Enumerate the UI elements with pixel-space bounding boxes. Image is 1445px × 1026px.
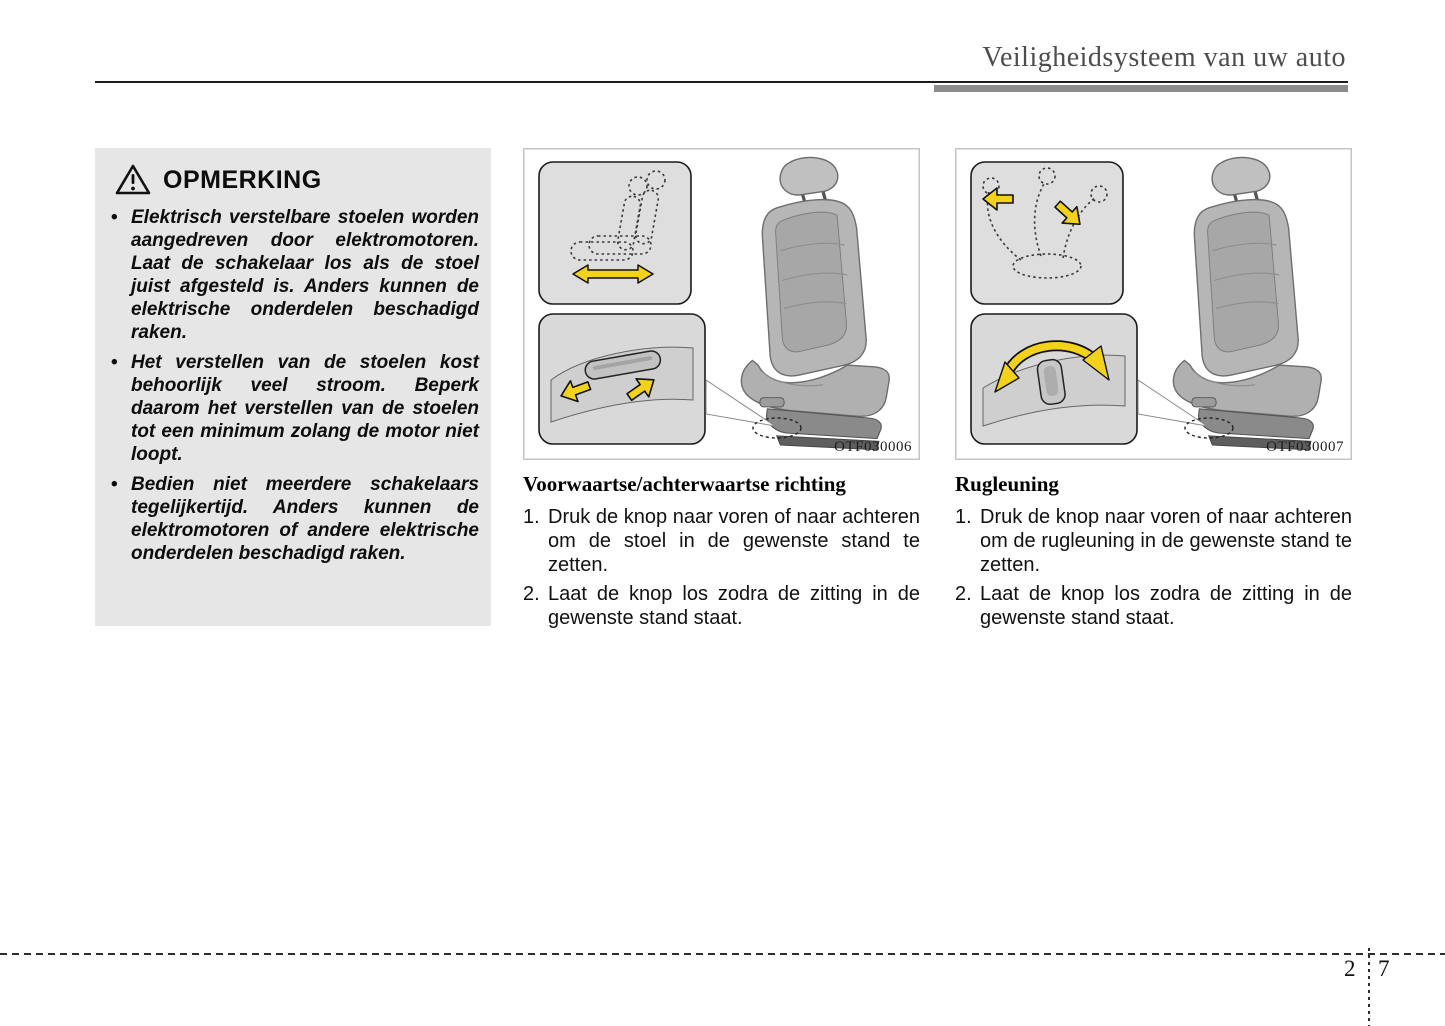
step-text: Laat de knop los zodra de zitting in de gewenste stand staat.	[980, 583, 1352, 629]
step-number: 1.	[523, 506, 540, 528]
note-bullet-text: Het verstellen van de stoelen kost behoorlijk veel stroom. Beperk daarom het verstellen van de stoelen tot een minimum zolang de motor niet loopt.	[131, 352, 479, 465]
seat-slide-illustration	[523, 148, 920, 460]
page-number: 7	[1378, 956, 1390, 981]
figure-code: OTF030006	[834, 439, 912, 455]
instruction-step	[523, 505, 920, 577]
bullet-marker: •	[111, 474, 118, 495]
instruction-step	[955, 505, 1352, 577]
section-number: 2	[1344, 956, 1356, 981]
horizontal-cut-line	[0, 953, 1445, 955]
figure-code: OTF030007	[1266, 439, 1344, 455]
bullet-marker: •	[111, 207, 118, 228]
header-rule	[95, 81, 1348, 83]
figure-caption: Voorwaartse/achterwaartse richting	[523, 472, 846, 496]
step-number: 2.	[523, 583, 540, 605]
note-bullet	[109, 351, 479, 466]
step-number: 2.	[955, 583, 972, 605]
bullet-marker: •	[111, 352, 118, 373]
note-bullet-text: Bedien niet meerdere schakelaars tegelijkertijd. Anders kunnen de elektromotoren of andere elektrische onderdelen beschadigd raken.	[131, 474, 479, 564]
note-bullet-text: Elektrisch verstelbare stoelen worden aangedreven door elektromotoren. Laat de schakelaar los als de stoel juist afgesteld is. Anders kunnen de elektrische onderdelen beschadigd raken.	[131, 207, 479, 343]
vertical-cut-line	[1368, 948, 1370, 1026]
note-bullet	[109, 473, 479, 565]
instruction-step	[955, 582, 1352, 630]
instruction-list	[955, 505, 1352, 630]
step-text: Laat de knop los zodra de zitting in de gewenste stand staat.	[548, 583, 920, 629]
seatback-illustration	[955, 148, 1352, 460]
figure-seat-slide	[523, 148, 920, 630]
step-text: Druk de knop naar voren of naar achteren om de rugleuning in de gewenste stand te zetten.	[980, 506, 1352, 576]
step-text: Druk de knop naar voren of naar achteren om de stoel in de gewenste stand te zetten.	[548, 506, 920, 576]
page-header-title: Veiligheidsysteem van uw auto	[982, 42, 1346, 73]
instruction-step	[523, 582, 920, 630]
instruction-list	[523, 505, 920, 630]
warning-triangle-icon	[115, 164, 151, 196]
note-title: OPMERKING	[163, 165, 322, 194]
note-bullet	[109, 206, 479, 344]
figure-seatback-recline	[955, 148, 1352, 630]
note-title-row	[109, 164, 479, 196]
note-box	[95, 148, 491, 626]
step-number: 1.	[955, 506, 972, 528]
header-accent-bar	[934, 85, 1348, 92]
figure-caption: Rugleuning	[955, 472, 1059, 496]
